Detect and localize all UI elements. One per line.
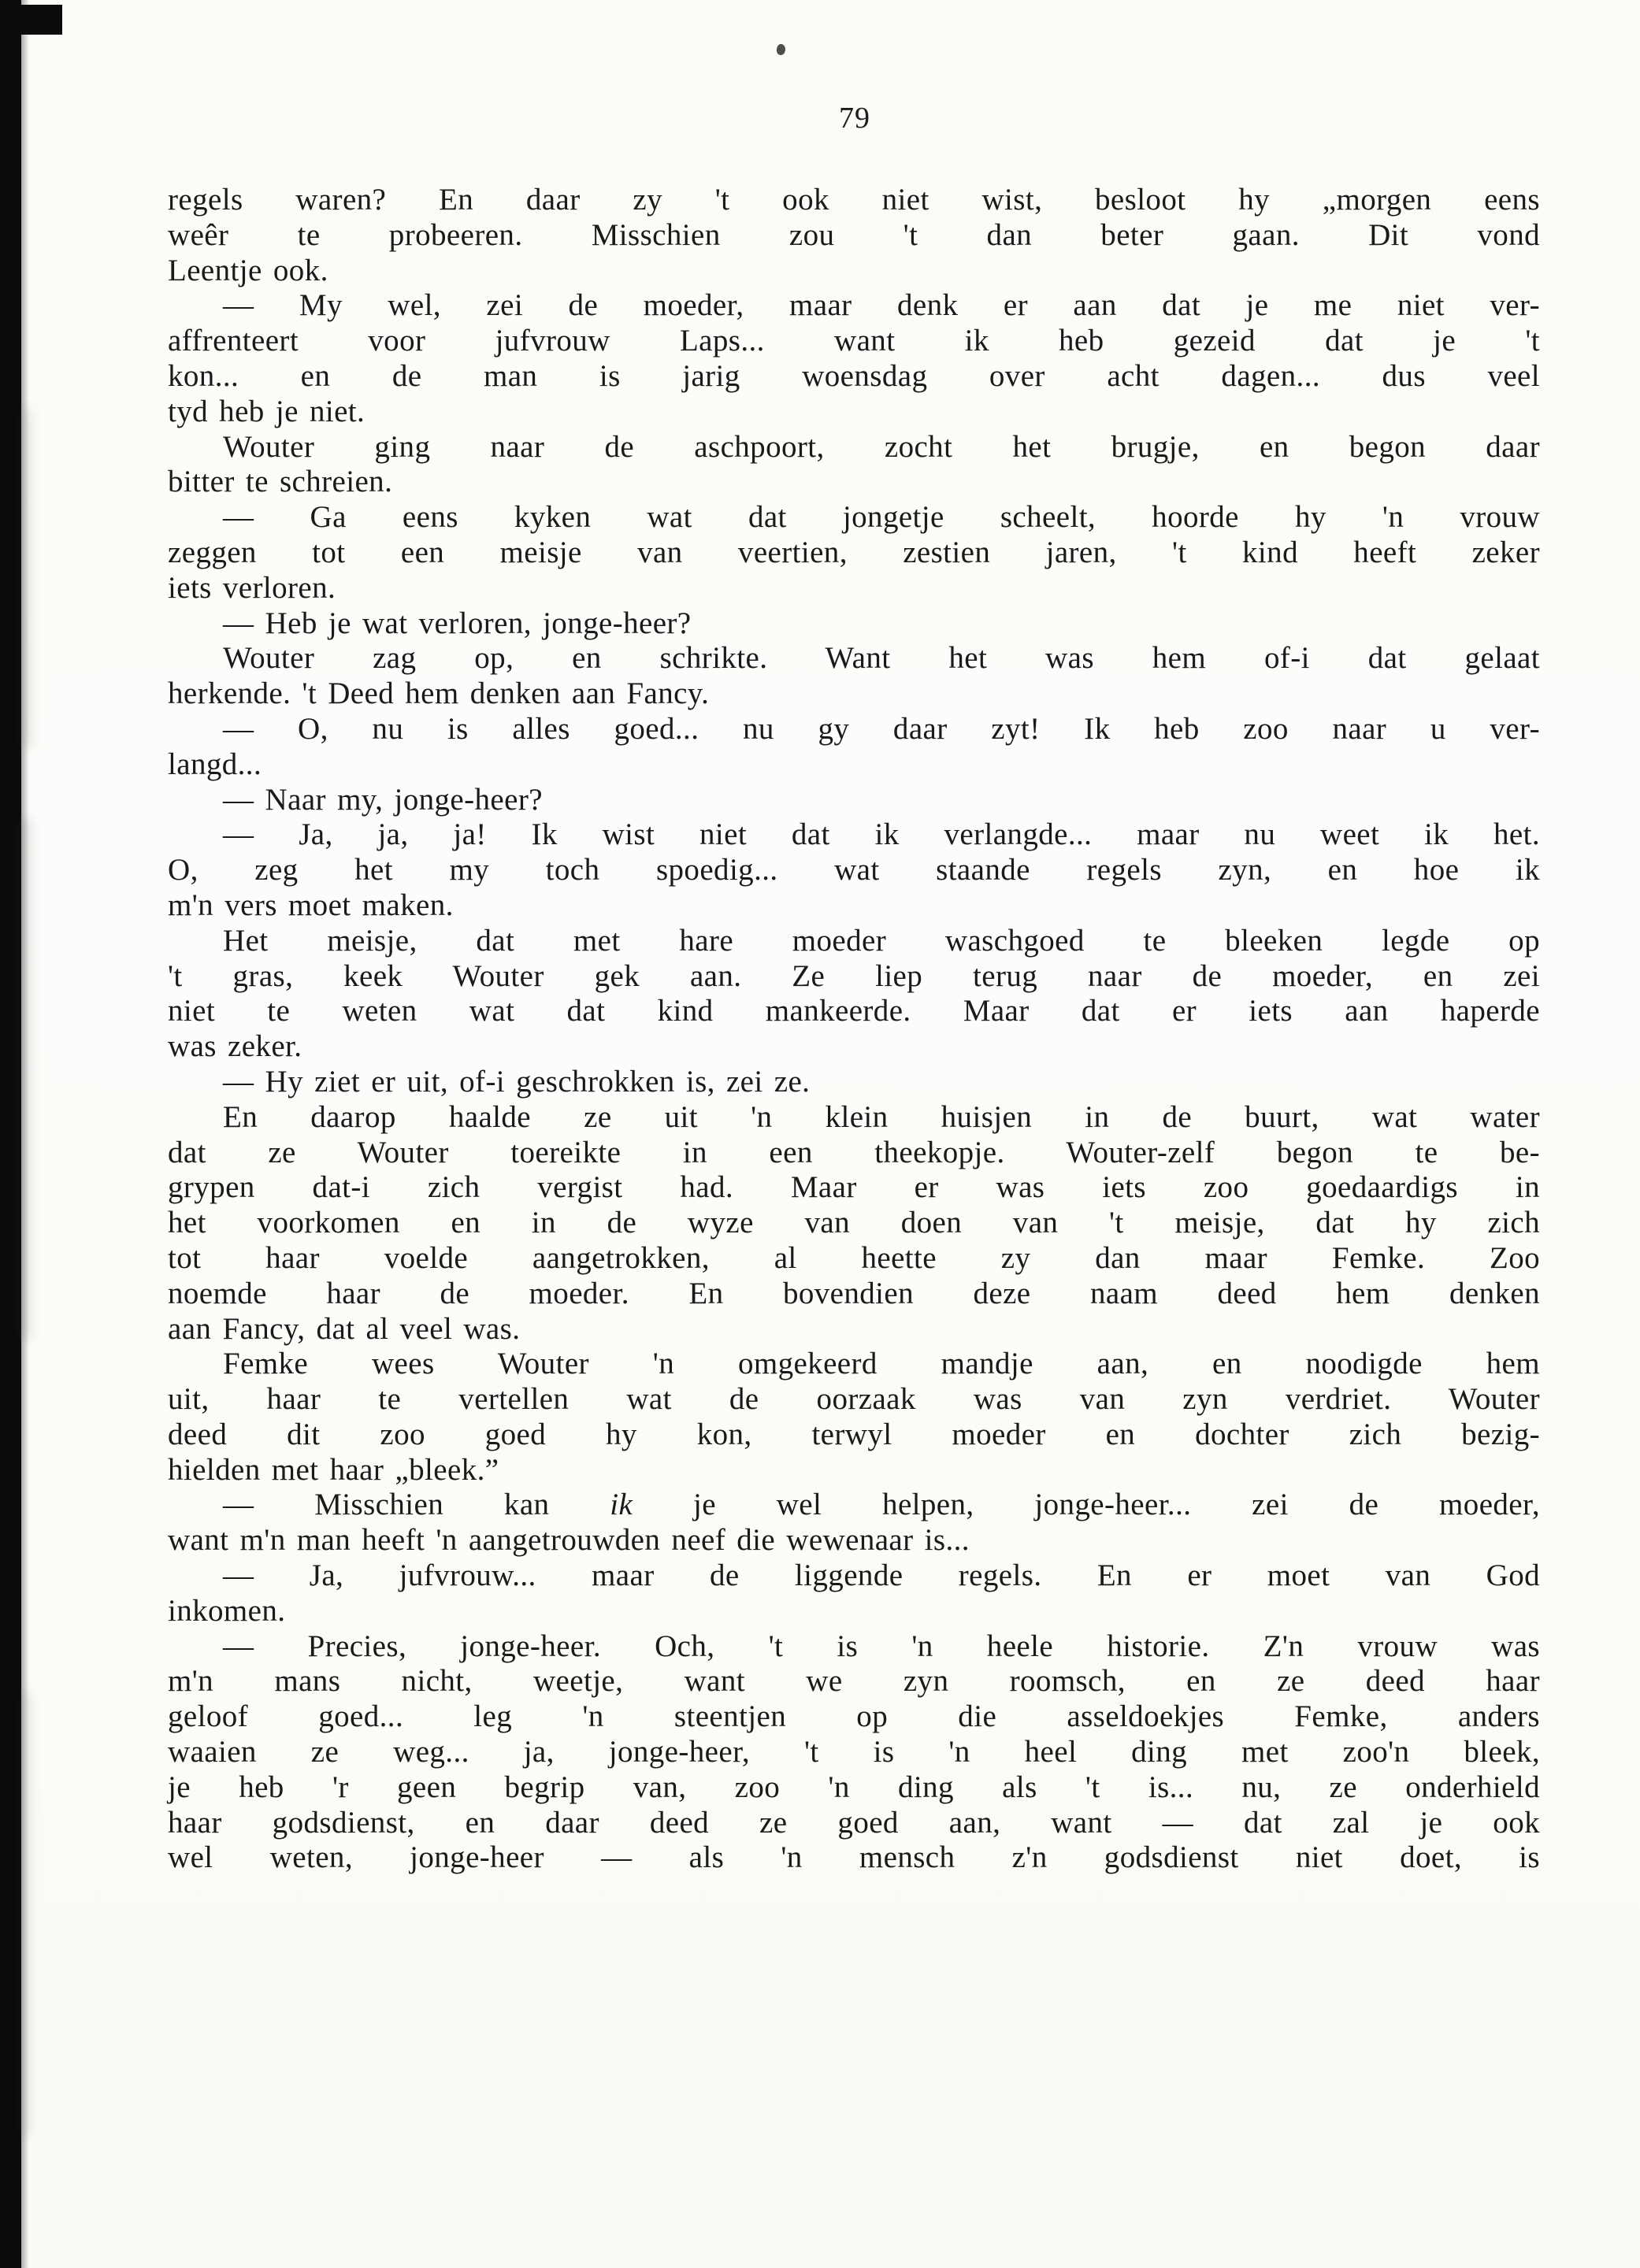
text-line: dat ze Wouter toereikte in een theekopje. Wouter-zelf begon te be- [168, 1135, 1540, 1169]
scan-speck [775, 43, 786, 56]
scan-smudge [20, 819, 31, 1339]
text-line: geloof goed... leg 'n steentjen op die asseldoekjes Femke, anders [168, 1699, 1540, 1734]
text-line: bitter te schreien. [168, 465, 393, 499]
text-line: langd... [168, 747, 262, 781]
text-line: 't gras, keek Wouter gek aan. Ze liep terug naar de moeder, en zei [168, 958, 1540, 993]
text-line: niet te weten wat dat kind mankeerde. Maar dat er iets aan haperde [168, 994, 1540, 1028]
text-line: — Precies, jonge-heer. Och, 't is 'n heele historie. Z'n vrouw was [223, 1629, 1540, 1663]
text-line: O, zeg het my toch spoedig... wat staande regels zyn, en hoe ik [168, 853, 1540, 888]
text-line: inkomen. [168, 1593, 286, 1628]
text-line: regels waren? En daar zy 't ook niet wist, besloot hy „morgen eens [168, 183, 1540, 217]
text-line: — Ja, ja, ja! Ik wist niet dat ik verlangde... maar nu weet ik het. [223, 817, 1540, 852]
text-line: tot haar voelde aangetrokken, al heette zy dan maar Femke. Zoo [168, 1240, 1540, 1275]
text-line: kon... en de man is jarig woensdag over acht dagen... dus veel [168, 358, 1540, 393]
scan-smudge [22, 410, 31, 748]
text-line: — Heb je wat verloren, jonge-heer? [223, 606, 692, 640]
text-line: zeggen tot een meisje van veertien, zestien jaren, 't kind heeft zeker [168, 535, 1540, 569]
text-line: — O, nu is alles goed... nu gy daar zyt! Ik heb zoo naar u ver- [223, 711, 1540, 746]
text-line: — Misschien kan ik je wel helpen, jonge-heer... zei de moeder, [223, 1488, 1540, 1522]
text-line: je heb 'r geen begrip van, zoo 'n ding als 't is... nu, ze onderhield [168, 1770, 1540, 1804]
text-line: herkende. 't Deed hem denken aan Fancy. [168, 676, 710, 711]
text-line: — Ga eens kyken wat dat jongetje scheelt, hoorde hy 'n vrouw [223, 500, 1540, 535]
text-line: iets verloren. [168, 570, 336, 605]
text-line: uit, haar te vertellen wat de oorzaak was van zyn verdriet. Wouter [168, 1382, 1540, 1417]
text-line: m'n mans nicht, weetje, want we zyn roomsch, en ze deed haar [168, 1664, 1540, 1699]
text-line: aan Fancy, dat al veel was. [168, 1311, 521, 1346]
text-line: haar godsdienst, en daar deed ze goed aan, want — dat zal je ook [168, 1805, 1540, 1840]
text-line: was zeker. [168, 1029, 302, 1064]
text-line: — Naar my, jonge-heer? [223, 782, 543, 817]
text-line: affrenteert voor jufvrouw Laps... want ik heb gezeid dat je 't [168, 324, 1540, 358]
text-line: tyd heb je niet. [168, 394, 365, 428]
text-line: grypen dat-i zich vergist had. Maar er was iets zoo goedaardigs in [168, 1170, 1540, 1205]
text-line: wel weten, jonge-heer — als 'n mensch z'n godsdienst niet doet, is [168, 1840, 1540, 1875]
text-line: het voorkomen en in de wyze van doen van 't meisje, dat hy zich [168, 1206, 1540, 1240]
text-line: waaien ze weg... ja, jonge-heer, 't is 'n heel ding met zoo'n bleek, [168, 1735, 1540, 1770]
text-line: — Hy ziet er uit, of-i geschrokken is, zei ze. [223, 1064, 811, 1099]
text-line: Leentje ook. [168, 253, 328, 287]
text-line: weêr te probeeren. Misschien zou 't dan beter gaan. Dit vond [168, 217, 1540, 252]
text-line: m'n vers moet maken. [168, 888, 454, 922]
text-block [168, 183, 1540, 1876]
text-line: Wouter ging naar de aschpoort, zocht het brugje, en begon daar [223, 429, 1540, 464]
text-line: Femke wees Wouter 'n omgekeerd mandje aan, en noodigde hem [223, 1347, 1540, 1381]
scan-corner-mark [20, 5, 62, 35]
text-line: hielden met haar „bleek.” [168, 1452, 499, 1487]
text-line: deed dit zoo goed hy kon, terwyl moeder en dochter zich bezig- [168, 1417, 1540, 1451]
text-line: — Ja, jufvrouw... maar de liggende regels. En er moet van God [223, 1558, 1540, 1593]
text-line: Wouter zag op, en schrikte. Want het was hem of-i dat gelaat [223, 641, 1540, 676]
scan-smudge [22, 1693, 30, 2134]
page-number: 79 [839, 102, 870, 135]
text-line: want m'n man heeft 'n aangetrouwden neef die wewenaar is... [168, 1523, 970, 1558]
text-line: En daarop haalde ze uit 'n klein huisjen in de buurt, wat water [223, 1099, 1540, 1134]
text-line: — My wel, zei de moeder, maar denk er aan dat je me niet ver- [223, 288, 1540, 323]
text-line: Het meisje, dat met hare moeder waschgoed te bleeken legde op [223, 923, 1540, 958]
text-line: noemde haar de moeder. En bovendien deze naam deed hem denken [168, 1276, 1540, 1310]
scan-binding-bar [0, 0, 21, 2268]
